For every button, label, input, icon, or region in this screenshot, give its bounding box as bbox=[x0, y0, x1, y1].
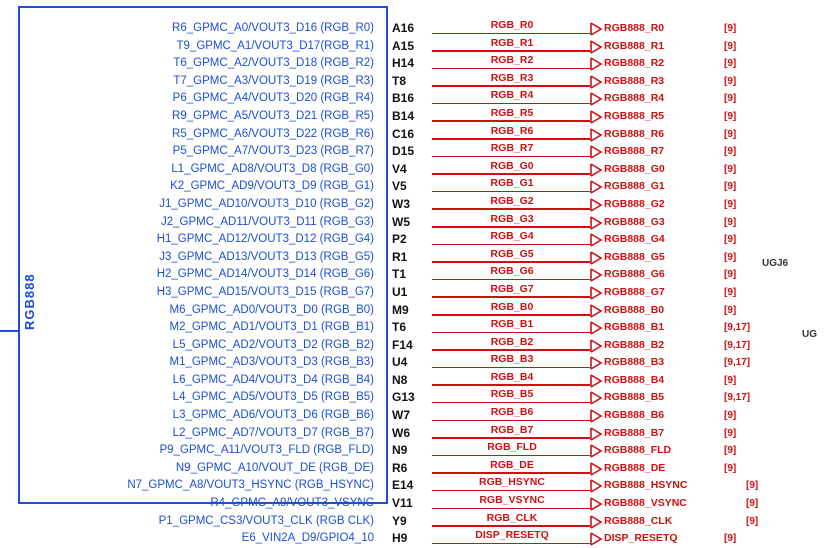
pin-label-column bbox=[20, 20, 380, 548]
ball-number: Y9 bbox=[392, 513, 407, 528]
pin-label: L4_GPMC_AD5/VOUT3_D5 (RGB_B5) bbox=[172, 391, 374, 404]
net-wire bbox=[432, 138, 590, 140]
offpage-connector bbox=[590, 55, 730, 73]
block-label: RGB888 bbox=[22, 273, 37, 330]
net-row bbox=[432, 302, 592, 320]
sheet-reference: [9] bbox=[724, 128, 737, 140]
connector-label: RGB888_G3 bbox=[604, 215, 665, 228]
offpage-connector bbox=[590, 196, 730, 214]
side-note: UG bbox=[802, 329, 817, 340]
connector-label: RGB888_R7 bbox=[604, 145, 665, 158]
pin-label: P5_GPMC_A7/VOUT3_D23 (RGB_R7) bbox=[172, 145, 374, 158]
net-wire bbox=[432, 173, 590, 175]
net-row bbox=[432, 143, 592, 161]
connector-arrow-icon bbox=[590, 356, 603, 370]
net-label: DISP_RESETQ bbox=[472, 529, 552, 541]
pin-label: P6_GPMC_A4/VOUT3_D20 (RGB_R4) bbox=[172, 92, 374, 105]
net-label: RGB_R2 bbox=[488, 54, 537, 66]
offpage-connector bbox=[590, 20, 730, 38]
pin-label: R5_GPMC_A6/VOUT3_D22 (RGB_R6) bbox=[172, 127, 374, 140]
sheet-reference: [9] bbox=[724, 198, 737, 210]
net-wire bbox=[432, 420, 590, 422]
sheet-reference: [9] bbox=[746, 480, 759, 492]
connector-arrow-icon bbox=[590, 304, 603, 318]
net-label: RGB_G2 bbox=[487, 195, 536, 207]
net-wire bbox=[432, 508, 590, 510]
connector-arrow-icon bbox=[590, 409, 603, 423]
ball-number: H14 bbox=[392, 56, 415, 71]
offpage-connector bbox=[590, 143, 730, 161]
net-label: RGB_R4 bbox=[488, 89, 537, 101]
offpage-connector bbox=[590, 407, 730, 425]
net-label: RGB_R3 bbox=[488, 72, 537, 84]
pin-label: J3_GPMC_AD13/VOUT3_D13 (RGB_G5) bbox=[159, 250, 374, 263]
net-row bbox=[432, 337, 592, 355]
offpage-connector bbox=[590, 178, 730, 196]
connector-label: RGB888_FLD bbox=[604, 444, 672, 457]
net-wire bbox=[432, 314, 590, 316]
pin-label: P9_GPMC_A11/VOUT3_FLD (RGB_FLD) bbox=[159, 444, 374, 457]
ball-number: W5 bbox=[392, 214, 410, 229]
net-row bbox=[432, 319, 592, 337]
offpage-connector-column bbox=[590, 20, 730, 548]
connector-label: RGB888_B3 bbox=[604, 356, 665, 369]
connector-label: RGB888_R6 bbox=[604, 127, 665, 140]
offpage-connector bbox=[590, 231, 730, 249]
net-label: RGB_R1 bbox=[488, 37, 537, 49]
ball-number: T6 bbox=[392, 320, 407, 335]
connector-label: RGB888_B0 bbox=[604, 303, 665, 316]
net-label-column bbox=[432, 20, 592, 548]
net-row bbox=[432, 231, 592, 249]
net-wire bbox=[432, 384, 590, 386]
pin-label: R4_GPMC_A9/VOUT3_VSYNC bbox=[210, 497, 374, 510]
net-label: RGB_FLD bbox=[484, 441, 540, 453]
net-label: RGB_G5 bbox=[487, 248, 536, 260]
connector-label: RGB888_G6 bbox=[604, 268, 665, 281]
sheet-reference: [9] bbox=[724, 146, 737, 158]
offpage-connector bbox=[590, 90, 730, 108]
ball-number-column bbox=[390, 20, 430, 548]
ball-number: B16 bbox=[392, 91, 415, 106]
net-row bbox=[432, 178, 592, 196]
sheet-reference: [9,17] bbox=[724, 357, 751, 369]
connector-label: RGB888_R3 bbox=[604, 74, 665, 87]
sheet-reference: [9] bbox=[724, 93, 737, 105]
net-row bbox=[432, 196, 592, 214]
net-row bbox=[432, 389, 592, 407]
sheet-reference: [9,17] bbox=[724, 392, 751, 404]
ball-number: G13 bbox=[392, 390, 415, 405]
connector-arrow-icon bbox=[590, 163, 603, 177]
net-row bbox=[432, 354, 592, 372]
ball-number: T8 bbox=[392, 73, 407, 88]
offpage-connector bbox=[590, 126, 730, 144]
ball-number: M9 bbox=[392, 302, 409, 317]
ball-number: E14 bbox=[392, 478, 414, 493]
offpage-connector bbox=[590, 460, 730, 478]
offpage-connector bbox=[590, 425, 730, 443]
net-wire bbox=[432, 208, 590, 210]
net-label: RGB_CLK bbox=[484, 512, 541, 524]
sheet-reference: [9] bbox=[724, 269, 737, 281]
net-label: RGB_R6 bbox=[488, 125, 537, 137]
pin-label: P1_GPMC_CS3/VOUT3_CLK (RGB CLK) bbox=[158, 514, 374, 527]
net-wire bbox=[432, 156, 590, 158]
offpage-connector bbox=[590, 161, 730, 179]
ball-number: W7 bbox=[392, 408, 410, 423]
net-wire bbox=[432, 103, 590, 105]
pin-label: H1_GPMC_AD12/VOUT3_D12 (RGB_G4) bbox=[156, 233, 374, 246]
connector-label: RGB888_R1 bbox=[604, 39, 665, 52]
offpage-connector bbox=[590, 302, 730, 320]
offpage-connector bbox=[590, 108, 730, 126]
net-wire bbox=[432, 332, 590, 334]
ball-number: B14 bbox=[392, 108, 415, 123]
net-label: RGB_R0 bbox=[488, 19, 537, 31]
net-row bbox=[432, 73, 592, 91]
net-label: RGB_R7 bbox=[488, 142, 537, 154]
offpage-connector bbox=[590, 249, 730, 267]
connector-label: RGB888_R2 bbox=[604, 57, 665, 70]
net-wire bbox=[432, 349, 590, 351]
ball-number: A15 bbox=[392, 38, 415, 53]
net-label: RGB_B7 bbox=[488, 424, 537, 436]
pin-label: L6_GPMC_AD4/VOUT3_D4 (RGB_B4) bbox=[172, 373, 374, 386]
pin-label: M2_GPMC_AD1/VOUT3_D1 (RGB_B1) bbox=[169, 321, 374, 334]
pin-label: R6_GPMC_A0/VOUT3_D16 (RGB_R0) bbox=[172, 22, 374, 34]
connector-label: RGB888_R0 bbox=[604, 22, 665, 34]
connector-arrow-icon bbox=[590, 321, 603, 335]
offpage-connector bbox=[590, 73, 730, 91]
net-wire bbox=[432, 261, 590, 263]
sheet-reference: [9] bbox=[724, 410, 737, 422]
connector-label: RGB888_B7 bbox=[604, 426, 665, 439]
connector-arrow-icon bbox=[590, 462, 603, 476]
net-row bbox=[432, 460, 592, 478]
connector-label: RGB888_B6 bbox=[604, 409, 665, 422]
offpage-connector bbox=[590, 530, 730, 548]
pin-label: M6_GPMC_AD0/VOUT3_D0 (RGB_B0) bbox=[169, 303, 374, 316]
net-wire bbox=[432, 50, 590, 52]
ball-number: V5 bbox=[392, 179, 407, 194]
net-label: RGB_VSYNC bbox=[476, 494, 547, 506]
net-wire bbox=[432, 472, 590, 474]
connector-label: RGB888_B4 bbox=[604, 373, 665, 386]
net-wire bbox=[432, 191, 590, 193]
sheet-reference-column bbox=[724, 20, 784, 548]
net-label: RGB_G0 bbox=[487, 160, 536, 172]
connector-arrow-icon bbox=[590, 268, 603, 282]
sheet-reference: [9] bbox=[724, 304, 737, 316]
connector-label: DISP_RESETQ bbox=[604, 532, 678, 545]
connector-arrow-icon bbox=[590, 233, 603, 247]
connector-label: RGB888_R4 bbox=[604, 92, 665, 105]
ball-number: P2 bbox=[392, 232, 407, 247]
connector-label: RGB888_G5 bbox=[604, 250, 665, 263]
sheet-reference: [9] bbox=[724, 110, 737, 122]
offpage-connector bbox=[590, 389, 730, 407]
sheet-reference: [9] bbox=[724, 427, 737, 439]
connector-label: RGB888_G7 bbox=[604, 285, 665, 298]
sheet-reference: [9] bbox=[724, 216, 737, 228]
connector-arrow-icon bbox=[590, 374, 603, 388]
connector-arrow-icon bbox=[590, 286, 603, 300]
pin-label: E6_VIN2A_D9/GPIO4_10 bbox=[241, 532, 374, 545]
pin-label: N7_GPMC_A8/VOUT3_HSYNC (RGB_HSYNC) bbox=[127, 479, 374, 492]
net-row bbox=[432, 442, 592, 460]
net-label: RGB_G4 bbox=[487, 230, 536, 242]
connector-arrow-icon bbox=[590, 145, 603, 159]
connector-label: RGB888_R5 bbox=[604, 109, 665, 122]
pin-label: L1_GPMC_AD8/VOUT3_D8 (RGB_G0) bbox=[171, 162, 374, 175]
net-wire bbox=[432, 437, 590, 439]
connector-label: RGB888_B2 bbox=[604, 338, 665, 351]
net-row bbox=[432, 530, 592, 548]
net-row bbox=[432, 20, 592, 38]
connector-arrow-icon bbox=[590, 22, 603, 36]
net-label: RGB_R5 bbox=[488, 107, 537, 119]
net-wire bbox=[432, 85, 590, 87]
net-row bbox=[432, 372, 592, 390]
connector-arrow-icon bbox=[590, 216, 603, 230]
net-label: RGB_B3 bbox=[488, 353, 537, 365]
connector-arrow-icon bbox=[590, 515, 603, 529]
pin-label: J2_GPMC_AD11/VOUT3_D11 (RGB_G3) bbox=[160, 215, 374, 228]
ball-number: D15 bbox=[392, 144, 415, 159]
ball-number: F14 bbox=[392, 337, 413, 352]
connector-arrow-icon bbox=[590, 128, 603, 142]
ball-number: U1 bbox=[392, 284, 408, 299]
ball-number: V4 bbox=[392, 161, 407, 176]
net-wire bbox=[432, 226, 590, 228]
net-wire bbox=[432, 455, 590, 457]
net-wire bbox=[432, 525, 590, 527]
net-wire bbox=[432, 296, 590, 298]
connector-arrow-icon bbox=[590, 444, 603, 458]
net-label: RGB_DE bbox=[487, 459, 537, 471]
net-label: RGB_B1 bbox=[488, 318, 537, 330]
connector-label: RGB888_DE bbox=[604, 461, 666, 474]
ball-number: T1 bbox=[392, 267, 407, 282]
offpage-connector bbox=[590, 38, 730, 56]
connector-label: RGB888_HSYNC bbox=[604, 479, 688, 492]
pin-label: M1_GPMC_AD3/VOUT3_D3 (RGB_B3) bbox=[169, 356, 374, 369]
pin-label: J1_GPMC_AD10/VOUT3_D10 (RGB_G2) bbox=[159, 197, 374, 210]
pin-label: L5_GPMC_AD2/VOUT3_D2 (RGB_B2) bbox=[172, 338, 374, 351]
ball-number: N9 bbox=[392, 443, 408, 458]
pin-label: R9_GPMC_A5/VOUT3_D21 (RGB_R5) bbox=[172, 109, 374, 122]
ball-number: U4 bbox=[392, 355, 408, 370]
sheet-reference: [9] bbox=[724, 533, 737, 545]
net-row bbox=[432, 214, 592, 232]
connector-label: RGB888_B5 bbox=[604, 391, 665, 404]
net-row bbox=[432, 249, 592, 267]
offpage-connector bbox=[590, 442, 730, 460]
ball-number: R1 bbox=[392, 249, 408, 264]
sheet-reference: [9] bbox=[724, 374, 737, 386]
ball-number: N8 bbox=[392, 372, 408, 387]
net-label: RGB_G3 bbox=[487, 213, 536, 225]
pin-label: L3_GPMC_AD6/VOUT3_D6 (RGB_B6) bbox=[172, 409, 374, 422]
ball-number: W3 bbox=[392, 196, 410, 211]
ball-number: R6 bbox=[392, 460, 408, 475]
net-label: RGB_B2 bbox=[488, 336, 537, 348]
connector-arrow-icon bbox=[590, 427, 603, 441]
connector-arrow-icon bbox=[590, 92, 603, 106]
sheet-reference: [9] bbox=[724, 445, 737, 457]
connector-label: RGB888_G0 bbox=[604, 162, 665, 175]
net-label: RGB_G7 bbox=[487, 283, 536, 295]
net-wire bbox=[432, 244, 590, 246]
sheet-reference: [9] bbox=[724, 181, 737, 193]
connector-arrow-icon bbox=[590, 391, 603, 405]
sheet-reference: [9] bbox=[724, 251, 737, 263]
net-row bbox=[432, 266, 592, 284]
net-row bbox=[432, 108, 592, 126]
offpage-connector bbox=[590, 513, 730, 531]
side-note: UGJ6 bbox=[762, 258, 789, 269]
sheet-reference: [9] bbox=[724, 234, 737, 246]
sheet-reference: [9] bbox=[724, 286, 737, 298]
connector-arrow-icon bbox=[590, 251, 603, 265]
net-label: RGB_B6 bbox=[488, 406, 537, 418]
connector-label: RGB888_VSYNC bbox=[604, 497, 687, 510]
sheet-reference: [9,17] bbox=[724, 322, 751, 334]
ball-number: W6 bbox=[392, 425, 410, 440]
offpage-connector bbox=[590, 319, 730, 337]
net-label: RGB_B5 bbox=[488, 388, 537, 400]
net-row bbox=[432, 407, 592, 425]
connector-arrow-icon bbox=[590, 75, 603, 89]
connector-arrow-icon bbox=[590, 479, 603, 493]
connector-arrow-icon bbox=[590, 339, 603, 353]
net-label: RGB_G1 bbox=[487, 177, 536, 189]
sheet-reference: [9] bbox=[746, 515, 759, 527]
ball-number: H9 bbox=[392, 531, 408, 546]
connector-label: RGB888_G2 bbox=[604, 197, 665, 210]
connector-label: RGB888_CLK bbox=[604, 514, 673, 527]
net-row bbox=[432, 284, 592, 302]
connector-label: RGB888_G1 bbox=[604, 180, 665, 193]
ball-number: V11 bbox=[392, 496, 413, 511]
net-row bbox=[432, 161, 592, 179]
pin-label: H3_GPMC_AD15/VOUT3_D15 (RGB_G7) bbox=[156, 285, 374, 298]
connector-label: RGB888_B1 bbox=[604, 321, 665, 334]
net-wire bbox=[432, 68, 590, 70]
pin-label: L2_GPMC_AD7/VOUT3_D7 (RGB_B7) bbox=[172, 426, 374, 439]
connector-arrow-icon bbox=[590, 57, 603, 71]
sheet-reference: [9] bbox=[724, 40, 737, 52]
offpage-connector bbox=[590, 284, 730, 302]
net-wire bbox=[432, 279, 590, 281]
connector-arrow-icon bbox=[590, 497, 603, 511]
net-wire bbox=[432, 490, 590, 492]
pin-label: N9_GPMC_A10/VOUT_DE (RGB_DE) bbox=[175, 461, 374, 474]
pin-label: T6_GPMC_A2/VOUT3_D18 (RGB_R2) bbox=[173, 57, 374, 70]
offpage-connector bbox=[590, 477, 730, 495]
net-label: RGB_G6 bbox=[487, 265, 536, 277]
net-wire bbox=[432, 367, 590, 369]
net-label: RGB_B4 bbox=[488, 371, 537, 383]
net-row bbox=[432, 38, 592, 56]
sheet-reference: [9] bbox=[746, 498, 759, 510]
net-row bbox=[432, 126, 592, 144]
pin-label: T7_GPMC_A3/VOUT3_D19 (RGB_R3) bbox=[173, 74, 374, 87]
net-wire bbox=[432, 120, 590, 122]
sheet-reference: [9] bbox=[724, 163, 737, 175]
net-label: RGB_HSYNC bbox=[476, 476, 548, 488]
offpage-connector bbox=[590, 214, 730, 232]
rgb888-block-right-edge bbox=[386, 6, 388, 504]
sheet-reference: [9] bbox=[724, 23, 737, 34]
connector-arrow-icon bbox=[590, 40, 603, 54]
connector-arrow-icon bbox=[590, 198, 603, 212]
net-row bbox=[432, 513, 592, 531]
connector-label: RGB888_G4 bbox=[604, 233, 665, 246]
connector-arrow-icon bbox=[590, 180, 603, 194]
offpage-connector bbox=[590, 266, 730, 284]
net-row bbox=[432, 90, 592, 108]
pin-label: H2_GPMC_AD14/VOUT3_D14 (RGB_G6) bbox=[156, 268, 374, 281]
net-label: RGB_B0 bbox=[488, 301, 537, 313]
pin-label: T9_GPMC_A1/VOUT3_D17(RGB_R1) bbox=[176, 39, 374, 52]
offpage-connector bbox=[590, 354, 730, 372]
net-wire bbox=[432, 543, 590, 545]
block-left-stub bbox=[0, 330, 20, 332]
ball-number: A16 bbox=[392, 21, 415, 35]
connector-arrow-icon bbox=[590, 110, 603, 124]
sheet-reference: [9,17] bbox=[724, 339, 751, 351]
offpage-connector bbox=[590, 372, 730, 390]
offpage-connector bbox=[590, 337, 730, 355]
net-wire bbox=[432, 33, 590, 35]
net-row bbox=[432, 477, 592, 495]
pin-label: K2_GPMC_AD9/VOUT3_D9 (RGB_G1) bbox=[170, 180, 374, 193]
sheet-reference: [9] bbox=[724, 462, 737, 474]
ball-number: C16 bbox=[392, 126, 415, 141]
sheet-reference: [9] bbox=[724, 75, 737, 87]
net-row bbox=[432, 55, 592, 73]
connector-arrow-icon bbox=[590, 532, 603, 546]
sheet-reference: [9] bbox=[724, 58, 737, 70]
net-row bbox=[432, 425, 592, 443]
net-wire bbox=[432, 402, 590, 404]
